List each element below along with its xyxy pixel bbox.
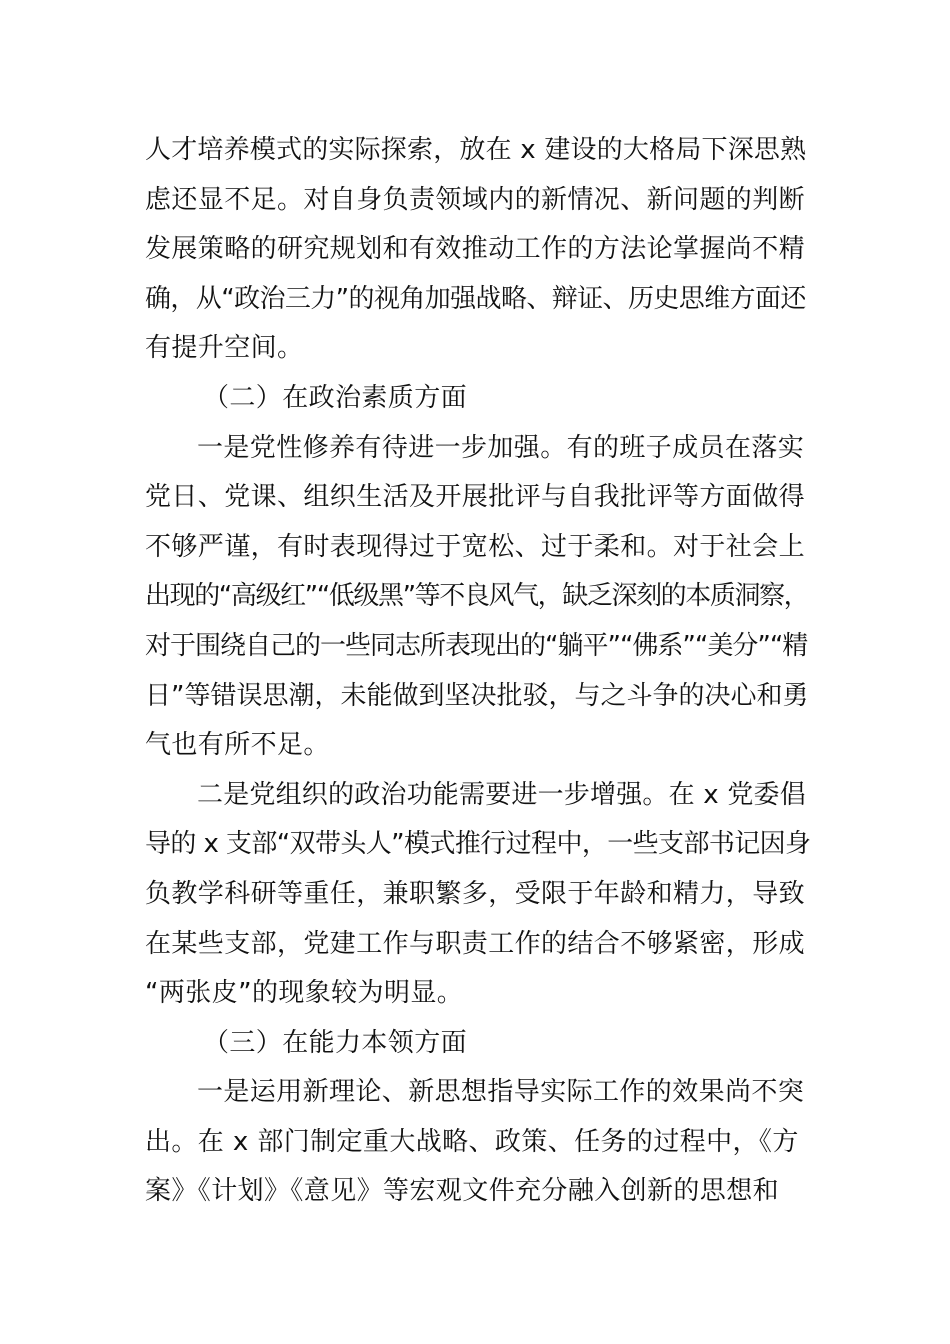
paragraph-first-line: 二是党组织的政治功能需要进一步增强。在 x 党委倡 — [197, 779, 806, 810]
text-line: 日”等错误思潮，未能做到坚决批驳，与之斗争的决心和勇 — [145, 680, 809, 711]
text-line: 虑还显不足。对自身负责领域内的新情况、新问题的判断 — [145, 184, 806, 215]
text-line: 导的 x 支部“双带头人”模式推行过程中，一些支部书记因身 — [145, 829, 811, 860]
paragraph-first-line: 一是党性修养有待进一步加强。有的班子成员在落实 — [197, 432, 805, 463]
text-line: 出。在 x 部门制定重大战略、政策、任务的过程中，《方 — [145, 1126, 799, 1157]
paragraph-first-line: 一是运用新理论、新思想指导实际工作的效果尚不突 — [197, 1077, 805, 1108]
text-line: 有提升空间。 — [145, 333, 304, 364]
text-line: 不够严谨，有时表现得过于宽松、过于柔和。对于社会上 — [145, 531, 806, 562]
text-line: 党日、党课、组织生活及开展批评与自我批评等方面做得 — [145, 482, 806, 513]
text-line: 出现的“高级红”“低级黑”等不良风气，缺乏深刻的本质洞察， — [145, 581, 809, 612]
text-line: 负教学科研等重任，兼职繁多，受限于年龄和精力，导致 — [145, 878, 806, 909]
text-line: 对于围绕自己的一些同志所表现出的“躺平”“佛系”“美分”“精 — [145, 630, 808, 661]
section-heading: （二）在政治素质方面 — [203, 382, 468, 413]
section-heading: （三）在能力本领方面 — [203, 1027, 468, 1058]
text-line: 气也有所不足。 — [145, 730, 330, 761]
document-body — [145, 126, 810, 1217]
text-line: 发展策略的研究规划和有效推动工作的方法论掌握尚不精 — [145, 234, 806, 265]
text-line: 人才培养模式的实际探索，放在 x 建设的大格局下深思熟 — [145, 135, 807, 165]
text-line: 案》《计划》《意见》等宏观文件充分融入创新的思想和 — [145, 1176, 780, 1207]
text-line: 在某些支部，党建工作与职责工作的结合不够紧密，形成 — [145, 928, 806, 959]
text-line: “两张皮”的现象较为明显。 — [145, 978, 464, 1009]
text-line: 确，从“政治三力”的视角加强战略、辩证、历史思维方面还 — [145, 283, 806, 314]
